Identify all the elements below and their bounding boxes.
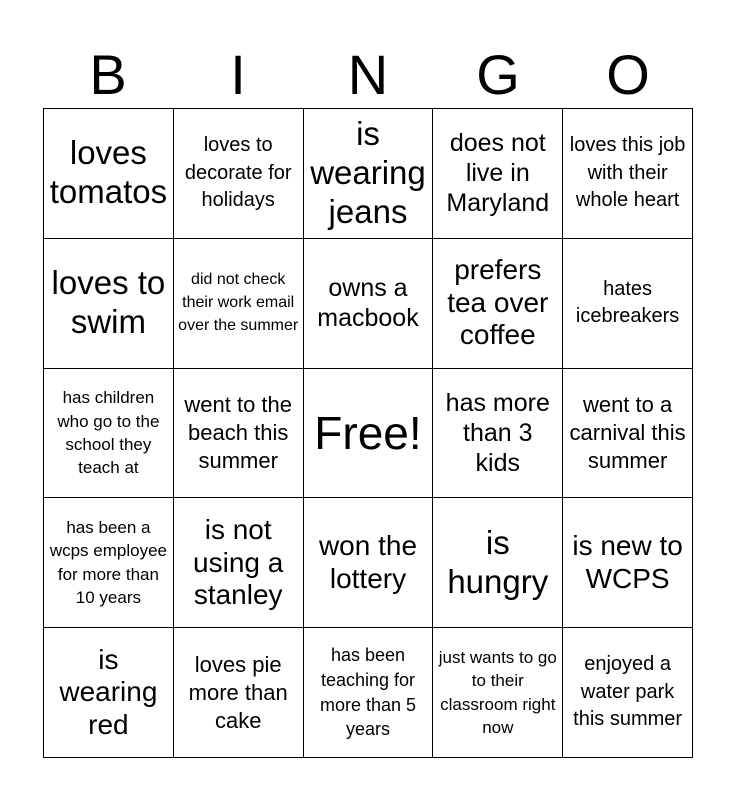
bingo-cell[interactable] <box>304 498 434 628</box>
bingo-cell[interactable] <box>174 239 304 369</box>
cell-text: did not check their work email over the summer <box>178 271 299 334</box>
cell-text: hates icebreakers <box>575 277 680 328</box>
bingo-cell[interactable] <box>44 239 174 369</box>
cell-text: has children who go to the school they teach at <box>57 388 160 478</box>
cell-text: is wearing jeans <box>310 114 426 230</box>
bingo-cell[interactable] <box>433 498 563 628</box>
bingo-grid <box>43 108 693 758</box>
bingo-cell[interactable] <box>44 369 174 499</box>
bingo-cell[interactable] <box>304 239 434 369</box>
bingo-cell[interactable] <box>44 498 174 628</box>
bingo-cell[interactable] <box>304 109 434 239</box>
header-letter-n: N <box>347 43 389 106</box>
cell-text: is new to WCPS <box>572 530 683 594</box>
bingo-cell[interactable] <box>563 369 693 499</box>
cell-text: loves tomatos <box>49 134 168 211</box>
cell-text: owns a macbook <box>317 274 419 333</box>
cell-text: won the lottery <box>318 530 418 594</box>
bingo-cell[interactable] <box>174 369 304 499</box>
cell-text: went to a carnival this summer <box>569 392 686 473</box>
bingo-cell[interactable] <box>174 109 304 239</box>
bingo-cell[interactable] <box>433 109 563 239</box>
bingo-cell[interactable] <box>433 628 563 758</box>
bingo-cell-free[interactable] <box>304 369 434 499</box>
cell-text: loves to swim <box>51 264 166 341</box>
bingo-cell[interactable] <box>304 628 434 758</box>
header-letter-b: B <box>89 43 127 106</box>
cell-text: loves this job with their whole heart <box>569 134 686 212</box>
bingo-cell[interactable] <box>433 369 563 499</box>
cell-text: loves pie more than cake <box>188 651 288 733</box>
cell-text: is hungry <box>447 523 549 600</box>
cell-text: enjoyed a water park this summer <box>573 653 683 731</box>
cell-text: loves to decorate for holidays <box>184 134 292 212</box>
cell-text: went to the beach this summer <box>184 392 293 473</box>
bingo-cell[interactable] <box>563 239 693 369</box>
bingo-cell[interactable] <box>174 628 304 758</box>
header-letter-o: O <box>606 43 650 106</box>
cell-text: does not live in Maryland <box>446 129 550 218</box>
bingo-cell[interactable] <box>44 109 174 239</box>
bingo-cell[interactable] <box>563 498 693 628</box>
bingo-cell[interactable] <box>563 628 693 758</box>
header-letter-i: I <box>230 43 246 106</box>
cell-text: has been teaching for more than 5 years <box>319 644 417 740</box>
cell-text: just wants to go to their classroom right now <box>438 647 557 738</box>
header-letter-g: G <box>476 43 520 106</box>
cell-text: has been a wcps employee for more than 10 years <box>49 517 167 608</box>
cell-text: prefers tea over coffee <box>447 254 549 351</box>
bingo-cell[interactable] <box>563 109 693 239</box>
bingo-cell[interactable] <box>174 498 304 628</box>
bingo-cell[interactable] <box>433 239 563 369</box>
bingo-cell[interactable] <box>44 628 174 758</box>
cell-text: is wearing red <box>59 643 158 740</box>
free-space-text: Free! <box>314 406 422 459</box>
cell-text: has more than 3 kids <box>445 388 550 477</box>
cell-text: is not using a stanley <box>193 514 284 611</box>
bingo-header <box>43 40 693 110</box>
